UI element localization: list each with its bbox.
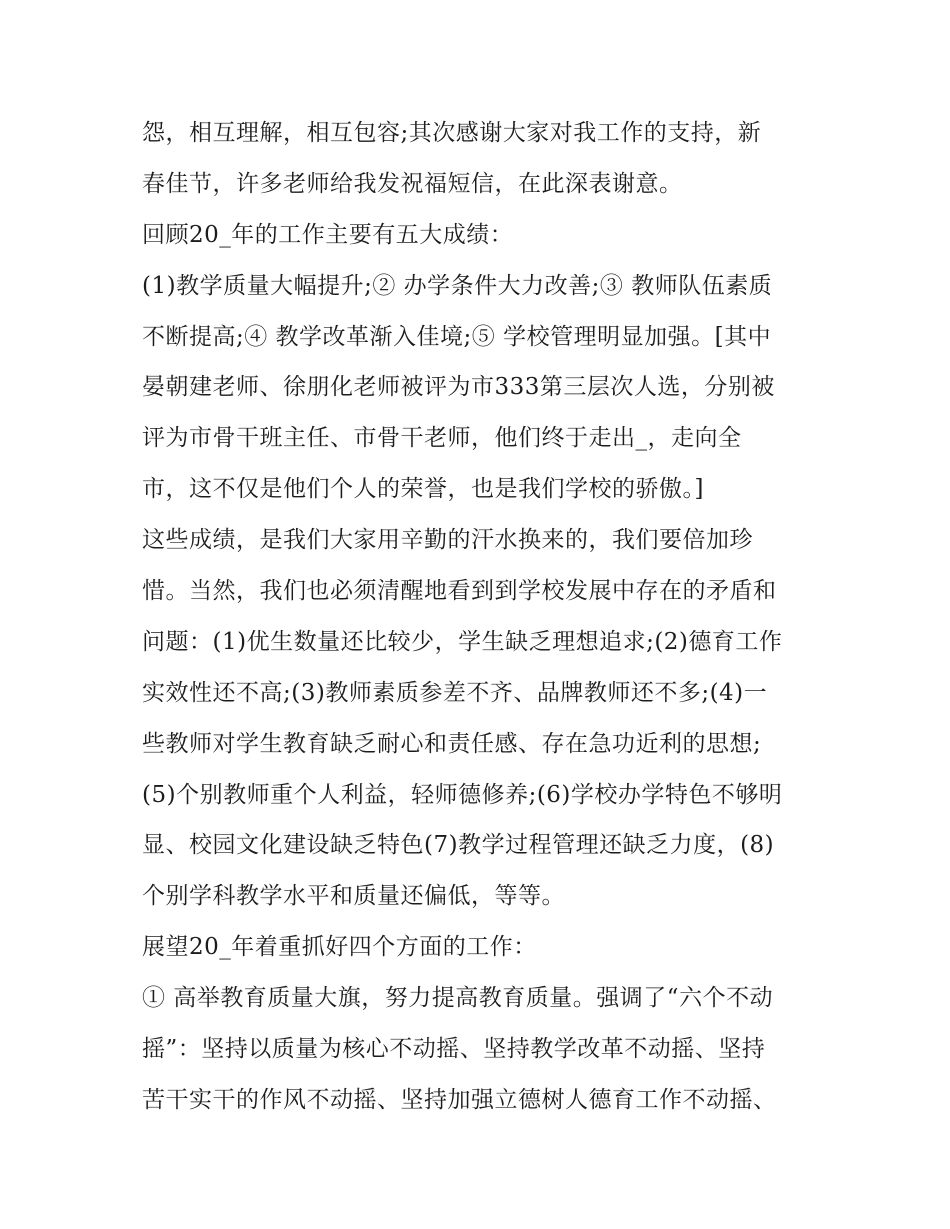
text-line: 展望20_年着重抓好四个方面的工作： [142, 934, 537, 961]
text-line: 春佳节，许多老师给我发祝福短信，在此深表谢意。 [142, 170, 683, 197]
text-line: 怨，相互理解，相互包容;其次感谢大家对我工作的支持，新 [142, 120, 762, 146]
text-line: (1)教学质量大幅提升;② 办学条件大力改善;③ 教师队伍素质 [142, 272, 773, 299]
text-line: 个别学科教学水平和质量还偏低，等等。 [142, 883, 565, 910]
text-line: 摇”：坚持以质量为核心不动摇、坚持教学改革不动摇、坚持 [142, 1036, 766, 1063]
text-line: ① 高举教育质量大旗，努力提高教育质量。强调了“六个不动 [142, 985, 774, 1012]
text-line: 评为市骨干班主任、市骨干老师，他们终于走出_，走向全 [142, 425, 742, 452]
document-body [142, 108, 822, 1126]
text-line: 些教师对学生教育缺乏耐心和责任感、存在急功近利的思想; [142, 730, 762, 757]
text-line: 不断提高;④ 教学改革渐入佳境;⑤ 学校管理明显加强。[其中 [142, 323, 772, 350]
text-line: 问题：(1)优生数量还比较少，学生缺乏理想追求;(2)德育工作 [142, 628, 783, 655]
text-line: 惜。当然，我们也必须清醒地看到到学校发展中存在的矛盾和 [142, 578, 777, 605]
text-line: 市，这不仅是他们个人的荣誉，也是我们学校的骄傲。] [142, 476, 704, 503]
text-line: 实效性还不高;(3)教师素质参差不齐、品牌教师还不多;(4)一 [142, 679, 768, 706]
text-line: 这些成绩，是我们大家用辛勤的汗水换来的，我们要倍加珍 [142, 527, 753, 554]
text-line: (5)个别教师重个人利益，轻师德修养;(6)学校办学特色不够明 [142, 781, 783, 808]
text-line: 晏朝建老师、徐朋化老师被评为市333第三层次人选，分别被 [142, 374, 775, 401]
text-line: 回顾20_年的工作主要有五大成绩： [142, 221, 514, 248]
text-line: 显、校园文化建设缺乏特色(7)教学过程管理还缺乏力度，(8) [142, 832, 775, 859]
text-line: 苦干实干的作风不动摇、坚持加强立德树人德育工作不动摇、 [142, 1086, 777, 1113]
